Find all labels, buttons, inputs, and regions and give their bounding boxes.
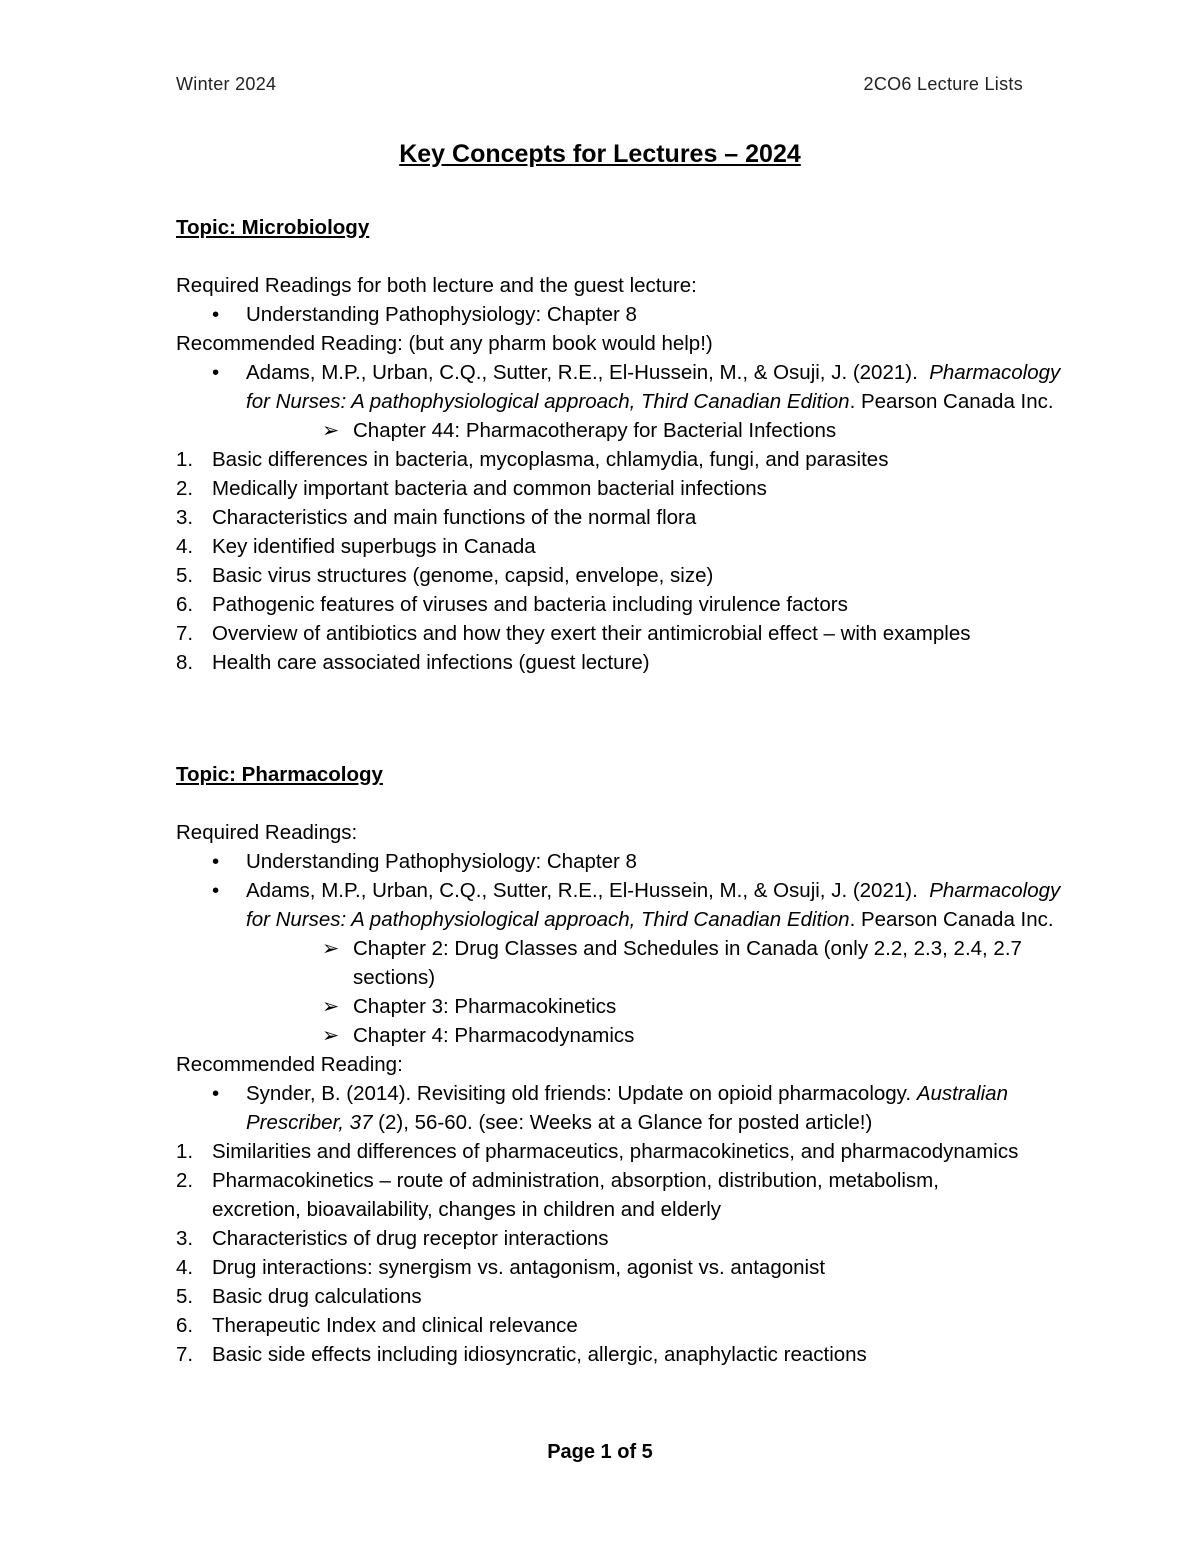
list-item: • Understanding Pathophysiology: Chapter 8 <box>176 300 1096 329</box>
list-item-continuation: Prescriber, 37 (2), 56-60. (see: Weeks at a Glance for posted article!) <box>246 1111 873 1134</box>
numbered-item: 2. Medically important bacteria and common bacterial infections <box>176 477 767 500</box>
numbered-item: 7. Basic side effects including idiosyncratic, allergic, anaphylactic reactions <box>176 1343 867 1366</box>
arrow-bullet-icon: ➢ <box>322 1024 340 1047</box>
header-left: Winter 2024 <box>176 74 277 94</box>
numbered-item: 1. Similarities and differences of pharmaceutics, pharmacokinetics, and pharmacodynamics <box>176 1140 1019 1163</box>
required-readings-label: Required Readings: <box>176 821 358 844</box>
bullet-icon: • <box>212 303 220 326</box>
numbered-item: 4. Drug interactions: synergism vs. antagonism, agonist vs. antagonist <box>176 1256 826 1279</box>
list-item-continuation: sections) <box>353 966 436 989</box>
list-item: ➢ Chapter 2: Drug Classes and Schedules in Canada (only 2.2, 2.3, 2.4, 2.7 <box>176 934 1096 963</box>
numbered-item: 5. Basic virus structures (genome, capsid, envelope, size) <box>176 564 714 587</box>
numbered-item: 6. Pathogenic features of viruses and bacteria including virulence factors <box>176 593 848 616</box>
numbered-item: 3. Characteristics of drug receptor interactions <box>176 1227 609 1250</box>
numbered-item-continuation: excretion, bioavailability, changes in children and elderly <box>212 1198 721 1221</box>
header-right: 2CO6 Lecture Lists <box>863 74 1023 94</box>
arrow-bullet-icon: ➢ <box>322 937 340 960</box>
microbiology-section <box>176 213 1096 677</box>
numbered-item: 8. Health care associated infections (guest lecture) <box>176 651 650 674</box>
list-item: • Understanding Pathophysiology: Chapter 8 <box>176 847 1096 876</box>
page-number: Page 1 of 5 <box>547 1441 653 1463</box>
topic-heading-microbiology: Topic: Microbiology <box>176 216 370 239</box>
numbered-item: 7. Overview of antibiotics and how they exert their antimicrobial effect – with examples <box>176 622 971 645</box>
bullet-icon: • <box>212 1082 220 1105</box>
bullet-icon: • <box>212 879 220 902</box>
list-item: • Synder, B. (2014). Revisiting old friends: Update on opioid pharmacology. Australian <box>176 1079 1096 1108</box>
list-item-continuation: for Nurses: A pathophysiological approach, Third Canadian Edition. Pearson Canada Inc. <box>246 390 1054 413</box>
required-readings-label: Required Readings for both lecture and the guest lecture: <box>176 274 697 297</box>
numbered-item: 6. Therapeutic Index and clinical relevance <box>176 1314 578 1337</box>
numbered-item: 5. Basic drug calculations <box>176 1285 422 1308</box>
bullet-icon: • <box>212 850 220 873</box>
bullet-icon: • <box>212 361 220 384</box>
pharmacology-section <box>176 760 1096 1369</box>
list-item: • Adams, M.P., Urban, C.Q., Sutter, R.E., El-Hussein, M., & Osuji, J. (2021). Pharmacology <box>176 876 1096 905</box>
list-item: • Adams, M.P., Urban, C.Q., Sutter, R.E., El-Hussein, M., & Osuji, J. (2021). Pharmacology <box>176 358 1096 387</box>
numbered-item: 4. Key identified superbugs in Canada <box>176 535 536 558</box>
numbered-item: 1. Basic differences in bacteria, mycoplasma, chlamydia, fungi, and parasites <box>176 448 889 471</box>
arrow-bullet-icon: ➢ <box>322 419 340 442</box>
numbered-item: 2. Pharmacokinetics – route of administration, absorption, distribution, metabolism, <box>176 1169 939 1192</box>
recommended-reading-label: Recommended Reading: (but any pharm book would help!) <box>176 332 713 355</box>
list-item: ➢ Chapter 4: Pharmacodynamics <box>176 1021 1096 1050</box>
page-title: Key Concepts for Lectures – 2024 <box>399 140 801 168</box>
list-item-continuation: for Nurses: A pathophysiological approach, Third Canadian Edition. Pearson Canada Inc. <box>246 908 1054 931</box>
topic-heading-pharmacology: Topic: Pharmacology <box>176 763 383 786</box>
list-item: ➢ Chapter 3: Pharmacokinetics <box>176 992 1096 1021</box>
recommended-reading-label: Recommended Reading: <box>176 1053 403 1076</box>
list-item: ➢ Chapter 44: Pharmacotherapy for Bacterial Infections <box>176 416 1096 445</box>
numbered-item: 3. Characteristics and main functions of the normal flora <box>176 506 697 529</box>
arrow-bullet-icon: ➢ <box>322 995 340 1018</box>
